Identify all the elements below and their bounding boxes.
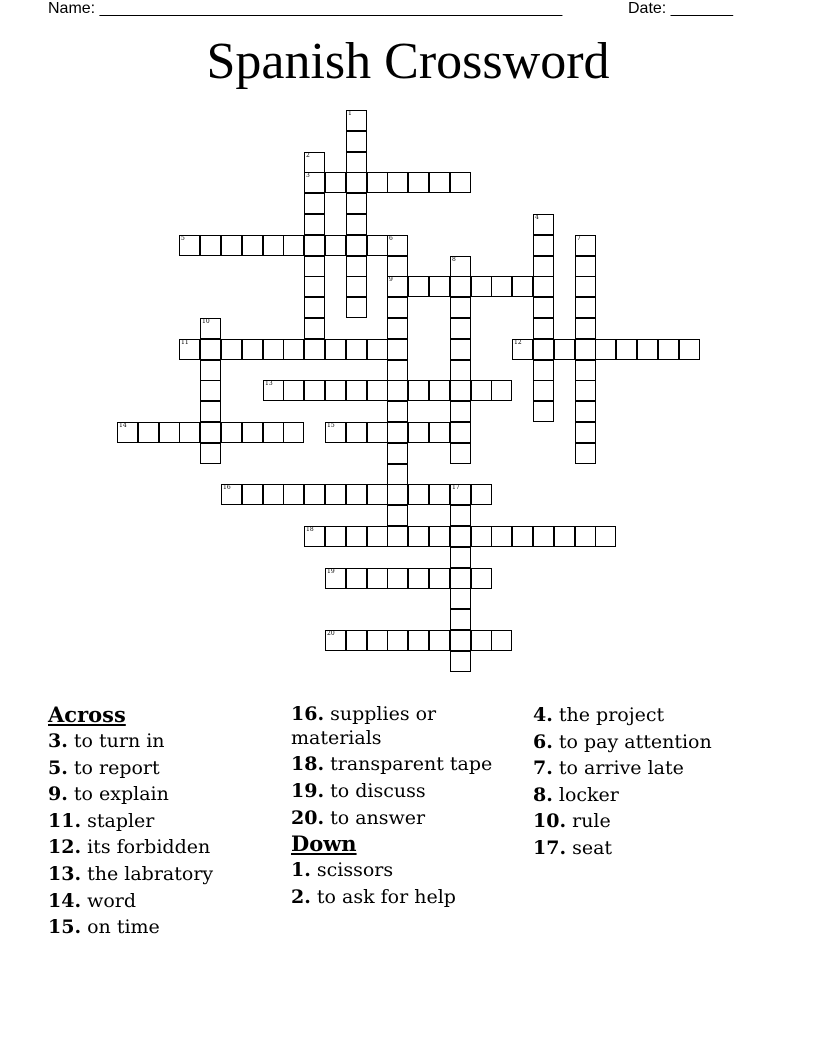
- crossword-cell[interactable]: [387, 318, 408, 339]
- crossword-cell[interactable]: [200, 380, 221, 401]
- crossword-cell[interactable]: [346, 568, 367, 589]
- crossword-cell[interactable]: [304, 214, 325, 235]
- crossword-cell[interactable]: [325, 235, 346, 256]
- down-clue: 2. to ask for help: [291, 885, 456, 908]
- crossword-cell[interactable]: [283, 422, 304, 443]
- crossword-cell[interactable]: [325, 630, 346, 651]
- crossword-cell[interactable]: [450, 609, 471, 630]
- crossword-cell[interactable]: [346, 297, 367, 318]
- crossword-cell[interactable]: [304, 152, 325, 173]
- across-clue: 15. on time: [48, 916, 160, 939]
- clue-number: 6: [389, 235, 393, 242]
- crossword-cell[interactable]: [304, 526, 325, 547]
- across-clue: 9. to explain: [48, 783, 169, 806]
- crossword-cell[interactable]: [387, 172, 408, 193]
- crossword-cell[interactable]: [429, 526, 450, 547]
- crossword-cell[interactable]: [450, 651, 471, 672]
- crossword-cell[interactable]: [554, 526, 575, 547]
- crossword-cell[interactable]: [575, 422, 596, 443]
- crossword-cell[interactable]: [575, 380, 596, 401]
- crossword-cell[interactable]: [283, 339, 304, 360]
- crossword-cell[interactable]: [575, 256, 596, 277]
- crossword-cell[interactable]: [346, 339, 367, 360]
- down-clue: 17. seat: [533, 836, 613, 859]
- crossword-cell[interactable]: [408, 526, 429, 547]
- across-clue: 16. supplies or materials: [291, 703, 437, 749]
- clue-number: 11: [181, 339, 189, 346]
- crossword-cell[interactable]: [471, 526, 492, 547]
- name-field-label[interactable]: Name: ____________________________________________________: [48, 0, 563, 17]
- down-clue: 7. to arrive late: [533, 757, 684, 780]
- across-clue: 18. transparent tape: [291, 753, 493, 775]
- crossword-cell[interactable]: [304, 235, 325, 256]
- crossword-cell[interactable]: [533, 360, 554, 381]
- crossword-cell[interactable]: [387, 526, 408, 547]
- crossword-cell[interactable]: [450, 339, 471, 360]
- crossword-cell[interactable]: [533, 526, 554, 547]
- crossword-cell[interactable]: [387, 443, 408, 464]
- crossword-cell[interactable]: [491, 526, 512, 547]
- crossword-cell[interactable]: [346, 131, 367, 152]
- clue-column-1: [48, 702, 283, 941]
- crossword-cell[interactable]: [387, 568, 408, 589]
- crossword-cell[interactable]: [429, 276, 450, 297]
- date-field-label[interactable]: Date: _______: [628, 0, 733, 17]
- crossword-cell[interactable]: [471, 276, 492, 297]
- crossword-cell[interactable]: [450, 547, 471, 568]
- crossword-cell[interactable]: [450, 276, 471, 297]
- crossword-cell[interactable]: [575, 276, 596, 297]
- crossword-cell[interactable]: [575, 235, 596, 256]
- crossword-cell[interactable]: [304, 380, 325, 401]
- crossword-cell[interactable]: [554, 339, 575, 360]
- crossword-cell[interactable]: [346, 110, 367, 131]
- crossword-cell[interactable]: [263, 484, 284, 505]
- crossword-cell[interactable]: [346, 422, 367, 443]
- crossword-cell[interactable]: [450, 484, 471, 505]
- crossword-cell[interactable]: [346, 484, 367, 505]
- crossword-cell[interactable]: [450, 505, 471, 526]
- crossword-cell[interactable]: [450, 568, 471, 589]
- crossword-cell[interactable]: [325, 422, 346, 443]
- crossword-cell[interactable]: [283, 380, 304, 401]
- crossword-cell[interactable]: [304, 318, 325, 339]
- across-heading: Across: [48, 702, 126, 727]
- crossword-cell[interactable]: [367, 484, 388, 505]
- crossword-cell[interactable]: [450, 588, 471, 609]
- crossword-cell[interactable]: [575, 339, 596, 360]
- crossword-cell[interactable]: [450, 318, 471, 339]
- crossword-cell[interactable]: [533, 235, 554, 256]
- across-clue: 5. to report: [48, 756, 160, 779]
- crossword-cell[interactable]: [450, 380, 471, 401]
- crossword-cell[interactable]: [304, 339, 325, 360]
- crossword-cell[interactable]: [387, 297, 408, 318]
- crossword-cell[interactable]: [408, 422, 429, 443]
- crossword-cell[interactable]: [429, 568, 450, 589]
- crossword-cell[interactable]: [512, 339, 533, 360]
- crossword-cell[interactable]: [575, 318, 596, 339]
- crossword-cell[interactable]: [450, 401, 471, 422]
- crossword-cell[interactable]: [221, 235, 242, 256]
- crossword-cell[interactable]: [325, 568, 346, 589]
- crossword-cell[interactable]: [367, 526, 388, 547]
- crossword-cell[interactable]: [533, 401, 554, 422]
- crossword-cell[interactable]: [450, 526, 471, 547]
- crossword-cell[interactable]: [408, 630, 429, 651]
- crossword-cell[interactable]: [304, 297, 325, 318]
- crossword-cell[interactable]: [533, 318, 554, 339]
- crossword-cell[interactable]: [200, 235, 221, 256]
- crossword-cell[interactable]: [512, 276, 533, 297]
- crossword-cell[interactable]: [387, 484, 408, 505]
- crossword-cell[interactable]: [346, 172, 367, 193]
- across-clue: 19. to discuss: [291, 780, 426, 802]
- crossword-cell[interactable]: [450, 172, 471, 193]
- crossword-cell[interactable]: [616, 339, 637, 360]
- clue-number: 16: [223, 484, 231, 491]
- crossword-cell[interactable]: [325, 172, 346, 193]
- crossword-cell[interactable]: [408, 172, 429, 193]
- down-clue: 4. the project: [533, 704, 665, 726]
- across-clue: 11. stapler: [48, 809, 155, 832]
- crossword-cell[interactable]: [387, 256, 408, 277]
- across-clue: 12. its forbidden: [48, 836, 211, 859]
- crossword-cell[interactable]: [533, 297, 554, 318]
- down-clue: 1. scissors: [291, 859, 394, 882]
- crossword-cell[interactable]: [471, 380, 492, 401]
- clue-number: 10: [202, 318, 210, 325]
- crossword-cell[interactable]: [325, 484, 346, 505]
- crossword-cell[interactable]: [595, 339, 616, 360]
- crossword-cell[interactable]: [346, 526, 367, 547]
- crossword-cell[interactable]: [408, 276, 429, 297]
- page-title: Spanish Crossword: [206, 33, 610, 90]
- crossword-cell[interactable]: [429, 484, 450, 505]
- crossword-cell[interactable]: [387, 422, 408, 443]
- crossword-cell[interactable]: [575, 297, 596, 318]
- crossword-cell[interactable]: [263, 235, 284, 256]
- crossword-cell[interactable]: [471, 568, 492, 589]
- crossword-cell[interactable]: [450, 422, 471, 443]
- clue-number: 1: [348, 110, 352, 117]
- across-clue: 3. to turn in: [48, 730, 165, 752]
- crossword-cell[interactable]: [242, 339, 263, 360]
- crossword-cell[interactable]: [367, 380, 388, 401]
- clue-number: 8: [452, 256, 456, 263]
- crossword-cell[interactable]: [658, 339, 679, 360]
- down-heading: Down: [291, 831, 357, 857]
- crossword-cell[interactable]: [367, 339, 388, 360]
- clue-number: 4: [535, 214, 539, 221]
- crossword-cell[interactable]: [346, 235, 367, 256]
- crossword-cell[interactable]: [138, 422, 159, 443]
- crossword-cell[interactable]: [512, 526, 533, 547]
- crossword-cell[interactable]: [325, 526, 346, 547]
- crossword-cell[interactable]: [242, 235, 263, 256]
- crossword-cell[interactable]: [367, 422, 388, 443]
- crossword-cell[interactable]: [429, 630, 450, 651]
- crossword-cell[interactable]: [408, 380, 429, 401]
- crossword-cell[interactable]: [346, 152, 367, 173]
- crossword-cell[interactable]: [304, 484, 325, 505]
- crossword-cell[interactable]: [159, 422, 180, 443]
- crossword-cell[interactable]: [533, 276, 554, 297]
- crossword-cell[interactable]: [387, 630, 408, 651]
- clue-number: 19: [327, 568, 335, 575]
- crossword-cell[interactable]: [429, 380, 450, 401]
- crossword-cell[interactable]: [304, 256, 325, 277]
- crossword-cell[interactable]: [450, 256, 471, 277]
- crossword-cell[interactable]: [575, 401, 596, 422]
- crossword-cell[interactable]: [387, 276, 408, 297]
- crossword-cell[interactable]: [263, 380, 284, 401]
- down-clue: 6. to pay attention: [533, 730, 712, 753]
- crossword-cell[interactable]: [450, 443, 471, 464]
- crossword-cell[interactable]: [491, 630, 512, 651]
- clue-number: 17: [452, 484, 460, 491]
- clue-number: 15: [327, 422, 335, 429]
- crossword-cell[interactable]: [637, 339, 658, 360]
- crossword-cell[interactable]: [200, 443, 221, 464]
- crossword-cell[interactable]: [471, 630, 492, 651]
- clue-number: 2: [306, 152, 310, 159]
- crossword-cell[interactable]: [242, 484, 263, 505]
- clue-number: 12: [514, 339, 522, 346]
- crossword-cell[interactable]: [304, 276, 325, 297]
- crossword-cell[interactable]: [117, 422, 138, 443]
- crossword-cell[interactable]: [533, 339, 554, 360]
- across-clue: 14. word: [48, 889, 137, 912]
- clue-number: 5: [181, 235, 185, 242]
- crossword-cell[interactable]: [387, 464, 408, 485]
- crossword-cell[interactable]: [387, 360, 408, 381]
- clue-number: 14: [119, 422, 127, 429]
- crossword-cell[interactable]: [367, 630, 388, 651]
- crossword-cell[interactable]: [429, 172, 450, 193]
- clue-number: 13: [265, 380, 273, 387]
- crossword-cell[interactable]: [595, 526, 616, 547]
- crossword-cell[interactable]: [325, 339, 346, 360]
- crossword-cell[interactable]: [575, 443, 596, 464]
- clue-number: 7: [577, 235, 581, 242]
- crossword-cell[interactable]: [387, 505, 408, 526]
- across-clue: 13. the labratory: [48, 862, 214, 885]
- crossword-cell[interactable]: [221, 339, 242, 360]
- crossword-cell[interactable]: [471, 484, 492, 505]
- crossword-cell[interactable]: [387, 380, 408, 401]
- crossword-cell[interactable]: [221, 484, 242, 505]
- crossword-cell[interactable]: [450, 360, 471, 381]
- clue-column-3: [533, 702, 768, 862]
- crossword-cell[interactable]: [304, 172, 325, 193]
- crossword-cell[interactable]: [533, 256, 554, 277]
- crossword-cell[interactable]: [200, 422, 221, 443]
- crossword-cell[interactable]: [263, 422, 284, 443]
- crossword-cell[interactable]: [367, 568, 388, 589]
- crossword-cell[interactable]: [367, 172, 388, 193]
- down-clue: 8. locker: [533, 783, 619, 806]
- across-clue: 20. to answer: [291, 806, 426, 829]
- crossword-cell[interactable]: [346, 630, 367, 651]
- clue-number: 18: [306, 526, 314, 533]
- crossword-cell[interactable]: [575, 360, 596, 381]
- clue-number: 20: [327, 630, 335, 637]
- crossword-cell[interactable]: [367, 235, 388, 256]
- crossword-cell[interactable]: [346, 256, 367, 277]
- crossword-cell[interactable]: [387, 235, 408, 256]
- crossword-cell[interactable]: [387, 401, 408, 422]
- clue-number: 3: [306, 172, 310, 179]
- crossword-cell[interactable]: [408, 568, 429, 589]
- crossword-cell[interactable]: [200, 318, 221, 339]
- crossword-cell[interactable]: [179, 235, 200, 256]
- crossword-cell[interactable]: [179, 339, 200, 360]
- crossword-cell[interactable]: [346, 193, 367, 214]
- clue-column-2: [291, 702, 526, 910]
- crossword-cell[interactable]: [346, 276, 367, 297]
- crossword-cell[interactable]: [387, 339, 408, 360]
- header: [48, 0, 748, 19]
- down-clue: 10. rule: [533, 810, 611, 833]
- crossword-cell[interactable]: [179, 422, 200, 443]
- crossword-cell[interactable]: [429, 422, 450, 443]
- crossword-cell[interactable]: [325, 380, 346, 401]
- crossword-cell[interactable]: [200, 339, 221, 360]
- crossword-cell[interactable]: [263, 339, 284, 360]
- crossword-cell[interactable]: [575, 526, 596, 547]
- crossword-cell[interactable]: [408, 484, 429, 505]
- clue-number: 9: [389, 276, 393, 283]
- crossword-cell[interactable]: [283, 235, 304, 256]
- crossword-cell[interactable]: [491, 380, 512, 401]
- crossword-cell[interactable]: [450, 630, 471, 651]
- crossword-cell[interactable]: [679, 339, 700, 360]
- crossword-cell[interactable]: [200, 401, 221, 422]
- crossword-cell[interactable]: [450, 297, 471, 318]
- crossword-cell[interactable]: [242, 422, 263, 443]
- crossword-cell[interactable]: [304, 193, 325, 214]
- crossword-cell[interactable]: [533, 380, 554, 401]
- crossword-cell[interactable]: [283, 484, 304, 505]
- crossword-cell[interactable]: [346, 380, 367, 401]
- crossword-cell[interactable]: [200, 360, 221, 381]
- crossword-cell[interactable]: [221, 422, 242, 443]
- crossword-cell[interactable]: [491, 276, 512, 297]
- crossword-cell[interactable]: [346, 214, 367, 235]
- crossword-cell[interactable]: [533, 214, 554, 235]
